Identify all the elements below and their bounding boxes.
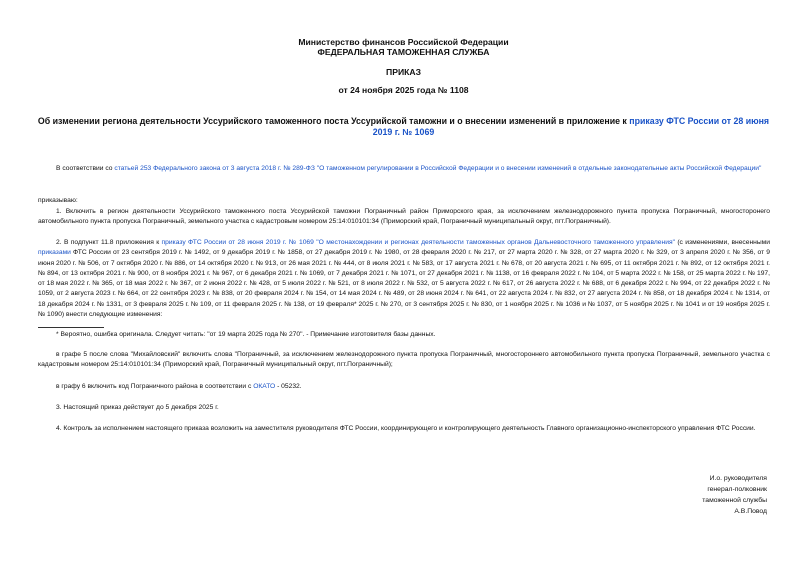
document-date: от 24 ноября 2025 года № 1108: [338, 85, 469, 95]
order-word: приказываю:: [38, 197, 78, 204]
paragraph-2: [38, 238, 770, 320]
amending-orders-link[interactable]: приказами: [38, 249, 71, 257]
paragraph-4: 4. Контроль за исполнением настоящего приказа возложить на заместителя руководителя ФТС России, координирующего и контролирующего деятельность Главного организационно-инспекторского управления ФТС России.: [56, 425, 756, 432]
paragraph-2b-suffix: - 05232.: [275, 383, 302, 390]
paragraph-2-amendments: ФТС России от 23 сентября 2019 г. № 1492, от 9 декабря 2019 г. № 1858, от 27 декабря 2019 г. № 1980, от 28 февраля 2020 г. № 217, от 27 марта 2020 г. № 328, от 27 марта 2020 г. № 329, от 3 апреля 2020 г. № 356, от 9 июня 2020 г. № 506, от 7 октября 2020 г. № 886, от 14 октября 2020 г. № 913, от 26 мая 2021 г. № 444, от 8 июля 2021 г. № 583, от 17 августа 2021 г. № 678, от 20 августа 2021 г. № 695, от 11 октября 2021 г. № 892, от 12 октября 2021 г. № 894, от 13 октября 2021 г. № 900, от 8 ноября 2021 г. № 967, от 6 декабря 2021 г. № 1069, от 7 декабря 2021 г. № 1071, от 27 декабря 2021 г. № 1138, от 16 февраля 2022 г. № 104, от 5 марта 2022 г. № 158, от 25 марта 2022 г. № 197, от 18 мая 2022 г. № 365, от 18 мая 2022 г. № 367, от 2 июня 2022 г. № 428, от 5 июля 2022 г. № 521, от 8 июля 2022 г. № 532, от 5 августа 2022 г. № 617, от 26 августа 2022 г. № 688, от 6 декабря 2022 г. № 994, от 22 декабря 2022 г. № 1059, от 2 августа 2023 г. № 664, от 22 сентября 2023 г. № 838, от 20 февраля 2024 г. № 154, от 14 мая 2024 г. № 489, от 28 июня 2024 г. № 641, от 22 августа 2024 г. № 832, от 27 августа 2024 г. № 858, от 18 декабря 2024 г. № 1314, от 18 декабря 2024 г. № 1331, от 3 февраля 2025 г. № 109, от 11 февраля 2025 г. № 138, от 19 февраля* 2025 г. № 270, от 3 сентября 2025 г. № 830, от 1 ноября 2025 г. № 1036 и № 1037, от 5 ноября 2025 г. № 1041 и от 19 ноября 2025 г. № 1090) внести следующие изменения:: [38, 249, 770, 319]
signature-block: [702, 473, 767, 517]
order-1069-link[interactable]: приказу ФТС России от 28 июня 2019 г. № 1069 "О местонахождении и регионах деятельности таможенных органов Дальневосточного таможенного управления": [161, 239, 675, 246]
paragraph-2b-prefix: в графу 6 включить код Пограничного района в соответствии с: [56, 383, 254, 390]
document-title: [28, 116, 779, 138]
signature-rank: генерал-полковник: [707, 486, 767, 493]
paragraph-2a: в графе 5 после слова "Михайловский" включить слова "Пограничный, за исключением железнодорожного пункта пропуска Пограничный, многостороннего автомобильного пункта пропуска Пограничный, земельного участка с кадастровым номером 25:14:010101:34 (Приморский край, Пограничный муниципальный округ, пгт.Пограничный);: [38, 351, 770, 369]
paragraph-2-prefix: 2. В подпункт 11.8 приложения к: [56, 239, 162, 246]
federal-law-link[interactable]: статьей 253 Федерального закона от 3 августа 2018 г. № 289-ФЗ "О таможенном регулировании в Российской Федерации и о внесении изменений в отдельные законодательные акты Российской Федерации": [114, 165, 762, 172]
footnote: * Вероятно, ошибка оригинала. Следует читать: "от 19 марта 2025 года № 270". - Примечание изготовителя базы данных.: [56, 331, 436, 338]
okato-link[interactable]: ОКАТО: [253, 383, 276, 390]
document-type: ПРИКАЗ: [386, 67, 421, 77]
signature-position: И.о. руководителя: [709, 475, 767, 482]
preamble-prefix: В соответствии со: [56, 165, 115, 172]
paragraph-3: 3. Настоящий приказ действует до 5 декабря 2025 г.: [56, 404, 219, 411]
ministry-name: Министерство финансов Российской Федерации: [298, 37, 509, 47]
service-name: ФЕДЕРАЛЬНАЯ ТАМОЖЕННАЯ СЛУЖБА: [317, 47, 490, 57]
paragraph-1: 1. Включить в регион деятельности Уссурийского таможенного поста Уссурийской таможни Пограничный район Приморского края, за исключением железнодорожного пункта пропуска Пограничный, многосторонего автомобильного пункта пропуска Пограничный, земельного участка с кадастровым номером 25:14:010101:34 (Приморский край, Пограничный муниципальный округ, пгт.Пограничный).: [38, 208, 770, 226]
footnote-divider: [38, 327, 104, 328]
paragraph-2b: [38, 382, 770, 392]
signature-service: таможенной службы: [702, 497, 767, 504]
title-text: Об изменении региона деятельности Уссурийского таможенного поста Уссурийской таможни и о внесении изменений в приложение к: [37, 116, 630, 126]
paragraph-2-mid1: (с изменениями, внесенными: [674, 239, 770, 246]
title-order-link[interactable]: приказу ФТС России от 28 июня 2019 г. № 1069: [372, 116, 770, 137]
signature-name: А.В.Повод: [734, 508, 767, 515]
preamble: [38, 164, 770, 174]
